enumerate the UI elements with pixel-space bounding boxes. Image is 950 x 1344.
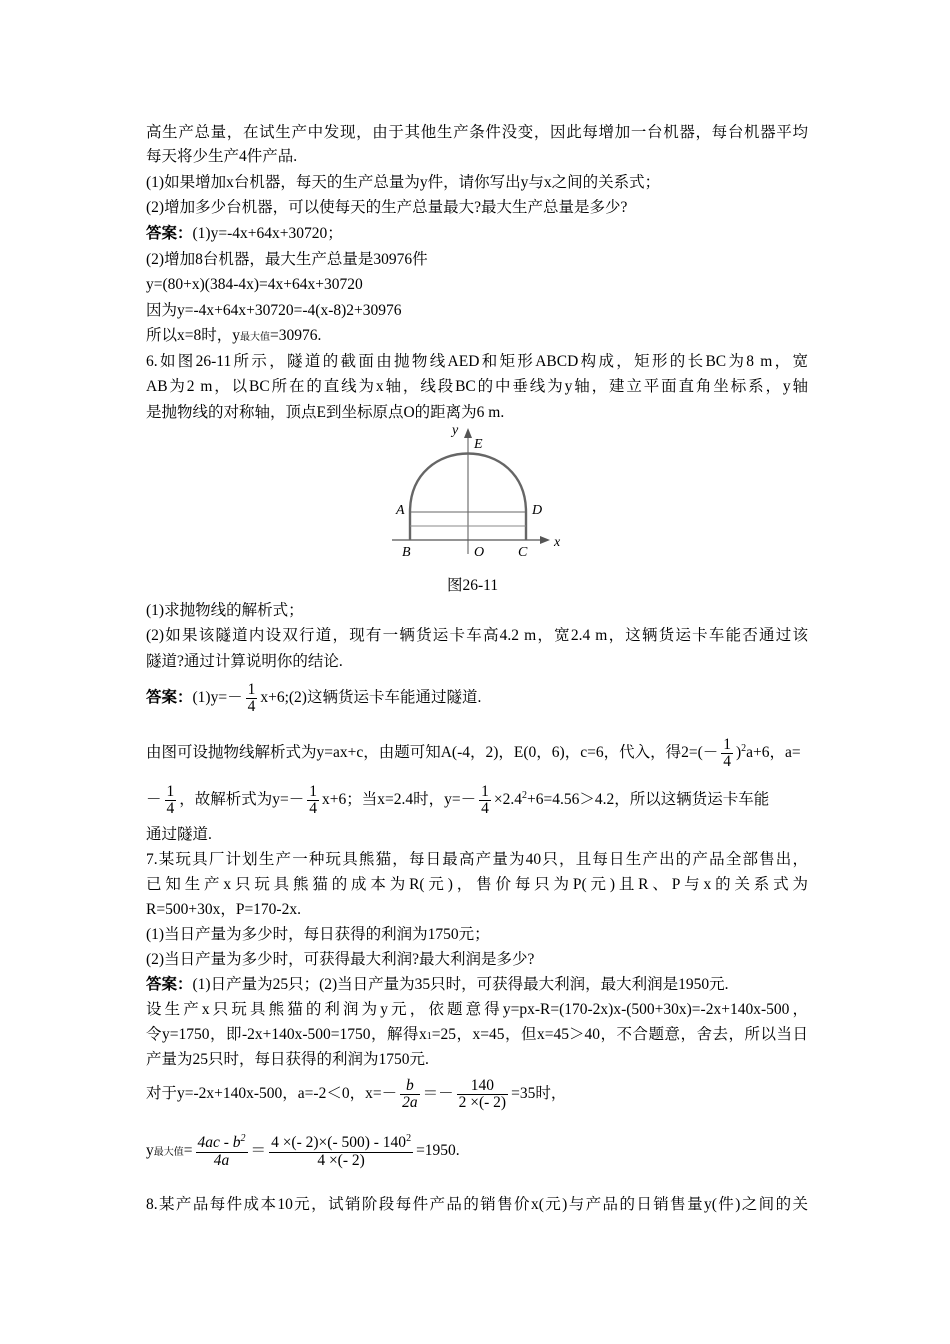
fraction: $\frac{1}{4}$ bbox=[166, 782, 175, 818]
solution-line bbox=[146, 774, 769, 822]
question-line: (2)如果该隧道内设双行道，现有一辆货运卡车高4.2 m，宽2.4 m，这辆货运卡车能否通过该 bbox=[146, 627, 808, 644]
label-D: D bbox=[532, 503, 543, 518]
text-fragment: 由图可设抛物线解析式为y=ax+c，由题可知A(-4，2)，E(0，6)，c=6，代入，得2=(－ bbox=[146, 744, 719, 762]
text-line: y=(80+x)(384-4x)=4x+64x+30720 bbox=[146, 276, 363, 293]
text-line: (2)增加8台机器，最大生产总量是30976件 bbox=[146, 251, 428, 268]
fraction: $\frac{1}{4}$ bbox=[481, 782, 489, 818]
text-fragment: a+6，a= bbox=[746, 744, 801, 762]
text-fragment: x+6;(2)这辆货运卡车能通过隧道. bbox=[260, 689, 482, 706]
text-fragment: =35时， bbox=[511, 1085, 567, 1102]
text-line: 高生产总量，在试生产中发现，由于其他生产条件没变，因此每增加一台机器，每台机器平均 bbox=[146, 124, 808, 141]
text-line: (2)增加多少台机器，可以使每天的生产总量最大?最大生产总量是多少? bbox=[146, 199, 628, 216]
label-x: x bbox=[554, 535, 561, 550]
subscript: 1 bbox=[426, 1031, 432, 1042]
figure-caption: 图26-11 bbox=[447, 577, 499, 594]
tunnel-figure bbox=[390, 424, 570, 564]
text-fragment: 所以x=8时，y bbox=[146, 327, 240, 344]
solution-line bbox=[146, 1024, 808, 1048]
fraction: $\frac{4ac - b^2}{4a}$ bbox=[197, 1133, 246, 1169]
text-fragment: =30976. bbox=[270, 327, 322, 344]
superscript: 2 bbox=[522, 790, 527, 801]
question-line: (1)求抛物线的解析式； bbox=[146, 602, 304, 619]
text-fragment: 令y=1750，即-2x+140x-500=1750，解得x bbox=[146, 1026, 427, 1043]
text-fragment: y bbox=[146, 1142, 154, 1159]
text-line bbox=[146, 325, 321, 349]
y-axis-arrow bbox=[464, 428, 472, 438]
question-line: (2)当日产量为多少时，可获得最大利润?最大利润是多少? bbox=[146, 951, 535, 968]
question-line: 7.某玩具厂计划生产一种玩具熊猫，每日最高产量为40只，且每日生产出的产品全部售出， bbox=[146, 851, 808, 868]
text-line: 每天将少生产4件产品. bbox=[146, 148, 298, 165]
text-fragment: =1950. bbox=[416, 1142, 460, 1159]
answer-label: 答案： bbox=[146, 225, 193, 242]
answer-text: (1)y=-4x+64x+30720； bbox=[192, 225, 343, 242]
text-fragment: ×2.4 bbox=[493, 791, 522, 809]
fraction: $\frac{1}{4}$ bbox=[247, 680, 256, 715]
solution-line: 产量为25只时，每日获得的利润为1750元. bbox=[146, 1051, 429, 1068]
text-fragment: ＝ bbox=[250, 1142, 267, 1159]
solution-line bbox=[146, 1126, 460, 1178]
question-line: R=500+30x，P=170-2x. bbox=[146, 901, 301, 918]
question-line: AB为2 m，以BC所在的直线为x轴，线段BC的中垂线为y轴，建立平面直角坐标系，y轴 bbox=[146, 378, 808, 395]
text-line: (1)如果增加x台机器，每天的生产总量为y件，请你写出y与x之间的关系式； bbox=[146, 174, 661, 191]
label-y: y bbox=[452, 424, 459, 438]
answer-label: 答案： bbox=[146, 689, 193, 706]
fraction: $\frac{1}{4}$ bbox=[723, 735, 731, 771]
answer-line bbox=[146, 676, 481, 720]
label-O: O bbox=[474, 545, 485, 559]
question-line: 是抛物线的对称轴，顶点E到坐标原点O的距离为6 m. bbox=[146, 404, 505, 421]
answer-label: 答案： bbox=[146, 976, 193, 993]
subscript: 最大值 bbox=[240, 332, 270, 343]
fraction: $\frac{1}{4}$ bbox=[309, 782, 318, 818]
question-line: 6.如图26-11所示，隧道的截面由抛物线AED和矩形ABCD构成，矩形的长BC为8 m，宽 bbox=[146, 353, 808, 370]
fraction: $\frac{4 \times(- 2)\times(- 500) - 140^2}{4 \times(- 2)}$ bbox=[271, 1133, 412, 1169]
superscript: 2 bbox=[741, 743, 747, 754]
answer-text: (1)日产量为25只；(2)当日产量为35只时，可获得最大利润，最大利润是1950元. bbox=[192, 976, 729, 993]
label-A: A bbox=[396, 503, 405, 518]
solution-line bbox=[146, 1072, 566, 1116]
question-line: 8.某产品每件成本10元，试销阶段每件产品的销售价x(元)与产品的日销售量y(件)之间的关 bbox=[146, 1196, 808, 1213]
question-line: 隧道?通过计算说明你的结论. bbox=[146, 653, 343, 670]
solution-line: 通过隧道. bbox=[146, 826, 212, 843]
label-C: C bbox=[518, 545, 528, 559]
subscript: 最大值 bbox=[153, 1147, 184, 1158]
text-line: 因为y=-4x+64x+30720=-4(x-8)2+30976 bbox=[146, 302, 402, 319]
label-B: B bbox=[402, 545, 411, 559]
text-fragment: ，故解析式为y=－ bbox=[179, 791, 305, 809]
fraction: $\frac{b}{2a}$ bbox=[402, 1076, 418, 1111]
question-line: (1)当日产量为多少时，每日获得的利润为1750元； bbox=[146, 926, 490, 943]
question-line: 已知生产x只玩具熊猫的成本为R(元)，售价每只为P(元)且R、P与x的关系式为 bbox=[146, 876, 808, 893]
text-fragment: = bbox=[183, 1142, 193, 1159]
tunnel-diagram bbox=[390, 424, 570, 559]
answer-line bbox=[146, 223, 343, 245]
solution-line: 设生产x只玩具熊猫的利润为y元，依题意得y=px-R=(170-2x)x-(500+30x)=-2x+140x-500， bbox=[146, 1001, 808, 1018]
text-fragment: (1)y=－ bbox=[192, 689, 243, 706]
x-axis-arrow bbox=[540, 536, 550, 544]
text-fragment: x+6；当x=2.4时，y=－ bbox=[322, 791, 477, 809]
text-fragment: ＝－ bbox=[422, 1085, 454, 1102]
text-fragment: 对于y=-2x+140x-500，a=-2＜0，x=－ bbox=[146, 1085, 398, 1102]
label-E: E bbox=[474, 437, 483, 452]
solution-line: 由图可设抛物线解析式为y=ax+c，由题可知A(-4，2)，E(0，6)，c=6，代入，得2=(－ $\frac{1}{4}$ )$^2$a+6，a= bbox=[146, 735, 801, 771]
answer-line bbox=[146, 974, 729, 996]
text-fragment: +6=4.56＞4.2，所以这辆货运卡车能 bbox=[527, 791, 770, 809]
text-fragment: － bbox=[146, 791, 162, 809]
text-fragment: =25，x=45，但x=45＞40，不合题意，舍去，所以当日 bbox=[431, 1026, 808, 1043]
fraction: $\frac{140}{2 \times(- 2)}$ bbox=[458, 1076, 507, 1111]
